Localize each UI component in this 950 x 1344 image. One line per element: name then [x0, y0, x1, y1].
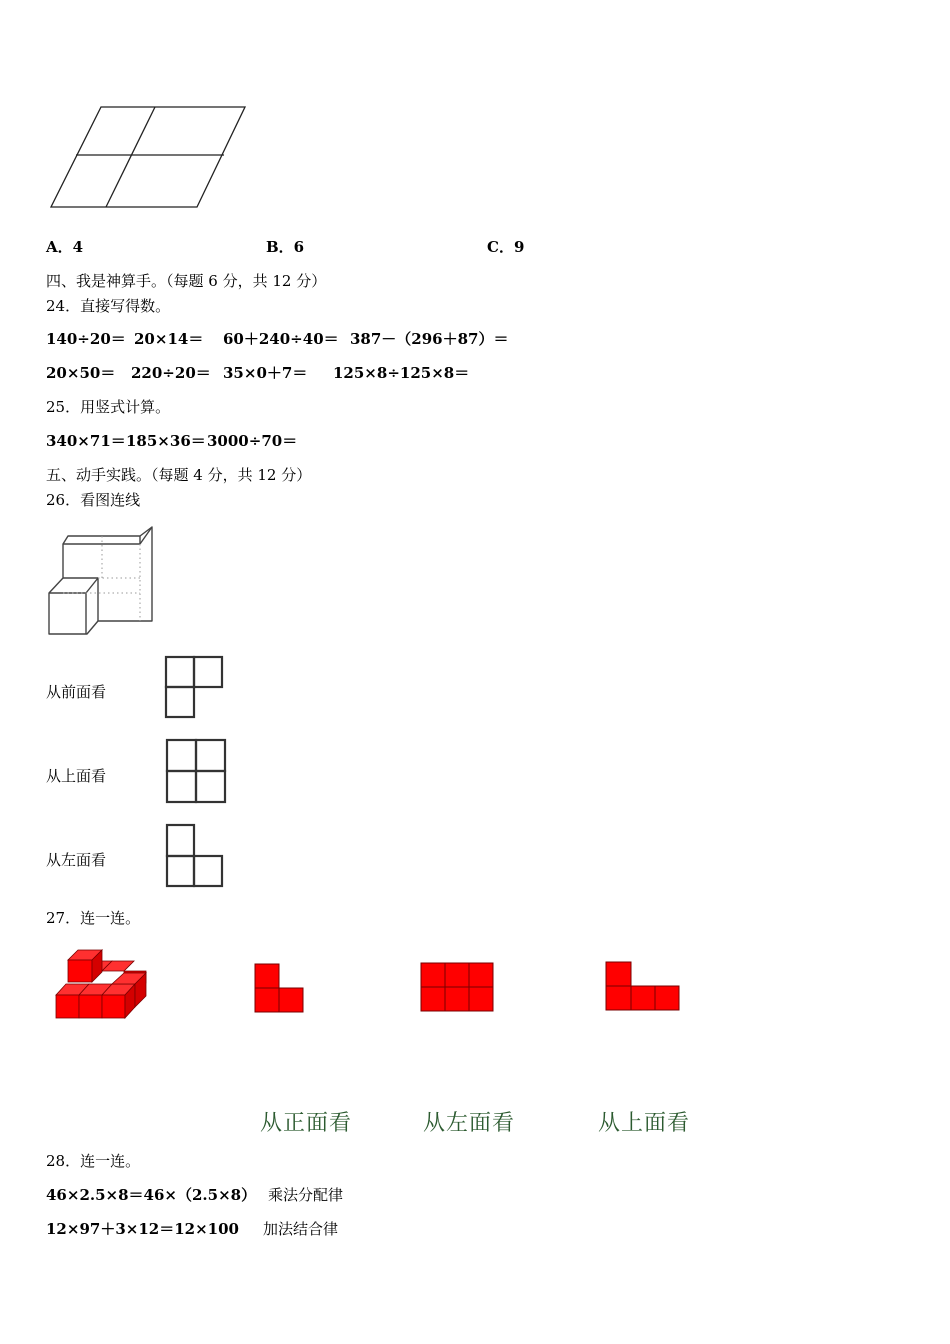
q28-expr-1[interactable]: 46×2.5×8＝46×（2.5×8） — [46, 1186, 257, 1204]
q26-view-front[interactable]: 从前面看 — [46, 683, 107, 701]
q27-view-shape-1[interactable] — [255, 964, 303, 1012]
q27-label-left[interactable]: 从左面看 — [423, 1111, 516, 1136]
q24-r2-item2: 220÷20＝ — [131, 364, 211, 382]
option-c[interactable]: C．9 — [487, 238, 525, 256]
q24-title: 24．直接写得数。 — [46, 297, 171, 315]
q26-grid-1[interactable] — [166, 657, 222, 717]
q27-label-top[interactable]: 从上面看 — [598, 1111, 691, 1136]
q27-view-shape-2[interactable] — [421, 963, 493, 1011]
q24-r2-item3: 35×0＋7＝ — [223, 364, 308, 382]
section4-heading: 四、我是神算手。（每题 6 分，共 12 分） — [46, 272, 327, 290]
option-b[interactable]: B．6 — [266, 238, 305, 256]
q26-grid-2[interactable] — [167, 740, 225, 802]
q24-r1-item1: 140÷20＝ — [46, 330, 126, 348]
q28-law-1[interactable]: 乘法分配律 — [268, 1186, 344, 1204]
q28-law-2[interactable]: 加法结合律 — [263, 1220, 339, 1238]
q26-grid-3[interactable] — [167, 825, 222, 886]
q25-item2: 185×36＝ — [126, 432, 206, 450]
q24-r1-item2: 20×14＝ — [134, 330, 204, 348]
section5-heading: 五、动手实践。（每题 4 分，共 12 分） — [46, 466, 312, 484]
q26-title: 26．看图连线 — [46, 491, 141, 509]
q25-title: 25．用竖式计算。 — [46, 398, 171, 416]
q27-title: 27．连一连。 — [46, 909, 141, 927]
q24-r1-item3: 60＋240÷40＝ — [223, 330, 339, 348]
q25-item1: 340×71＝ — [46, 432, 126, 450]
q27-view-shape-3[interactable] — [606, 962, 679, 1010]
q28-expr-2[interactable]: 12×97＋3×12＝12×100 — [46, 1220, 239, 1238]
q24-r2-item1: 20×50＝ — [46, 364, 116, 382]
q26-view-top[interactable]: 从上面看 — [46, 767, 107, 785]
q24-r1-item4: 387－（296＋87）＝ — [350, 330, 509, 348]
q26-view-left[interactable]: 从左面看 — [46, 851, 107, 869]
q25-item3: 3000÷70＝ — [207, 432, 298, 450]
q24-r2-item4: 125×8÷125×8＝ — [333, 364, 470, 382]
option-a[interactable]: A．4 — [46, 238, 84, 256]
q28-title: 28．连一连。 — [46, 1152, 141, 1170]
q27-label-front[interactable]: 从正面看 — [260, 1111, 353, 1136]
